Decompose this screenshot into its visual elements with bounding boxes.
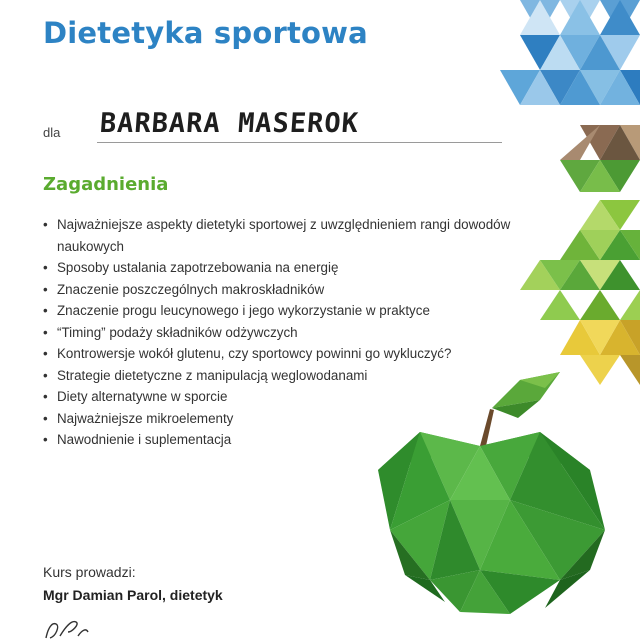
list-item: • Nawodnienie i suplementacja <box>43 429 523 451</box>
for-label: dla <box>43 125 61 140</box>
list-item: • Strategie dietetyczne z manipulacją weglowodanami <box>43 365 523 387</box>
handwritten-signature <box>42 614 132 640</box>
list-item: • Kontrowersje wokół glutenu, czy sportowcy powinni go wykluczyć? <box>43 343 523 365</box>
participant-name: BARBARA MASEROK <box>98 108 360 139</box>
list-item: • Znaczenie poszczególnych makroskładników <box>43 279 523 301</box>
list-item: • Najważniejsze mikroelementy <box>43 408 523 430</box>
list-item: • Diety alternatywne w sporcie <box>43 386 523 408</box>
list-item: • Sposoby ustalania zapotrzebowania na energię <box>43 257 523 279</box>
topics-list <box>43 214 523 451</box>
list-item: • “Timing” podaży składników odżywczych <box>43 322 523 344</box>
name-underline <box>97 142 502 143</box>
section-heading: Zagadnienia <box>43 174 169 195</box>
instructor-label: Kurs prowadzi: <box>43 564 136 580</box>
instructor-name: Mgr Damian Parol, dietetyk <box>43 587 223 603</box>
list-item: • Najważniejsze aspekty dietetyki sportowej z uwzględnieniem rangi dowodów naukowych <box>43 214 523 257</box>
list-item: • Znaczenie progu leucynowego i jego wykorzystanie w praktyce <box>43 300 523 322</box>
certificate-title: Dietetyka sportowa <box>43 16 368 50</box>
